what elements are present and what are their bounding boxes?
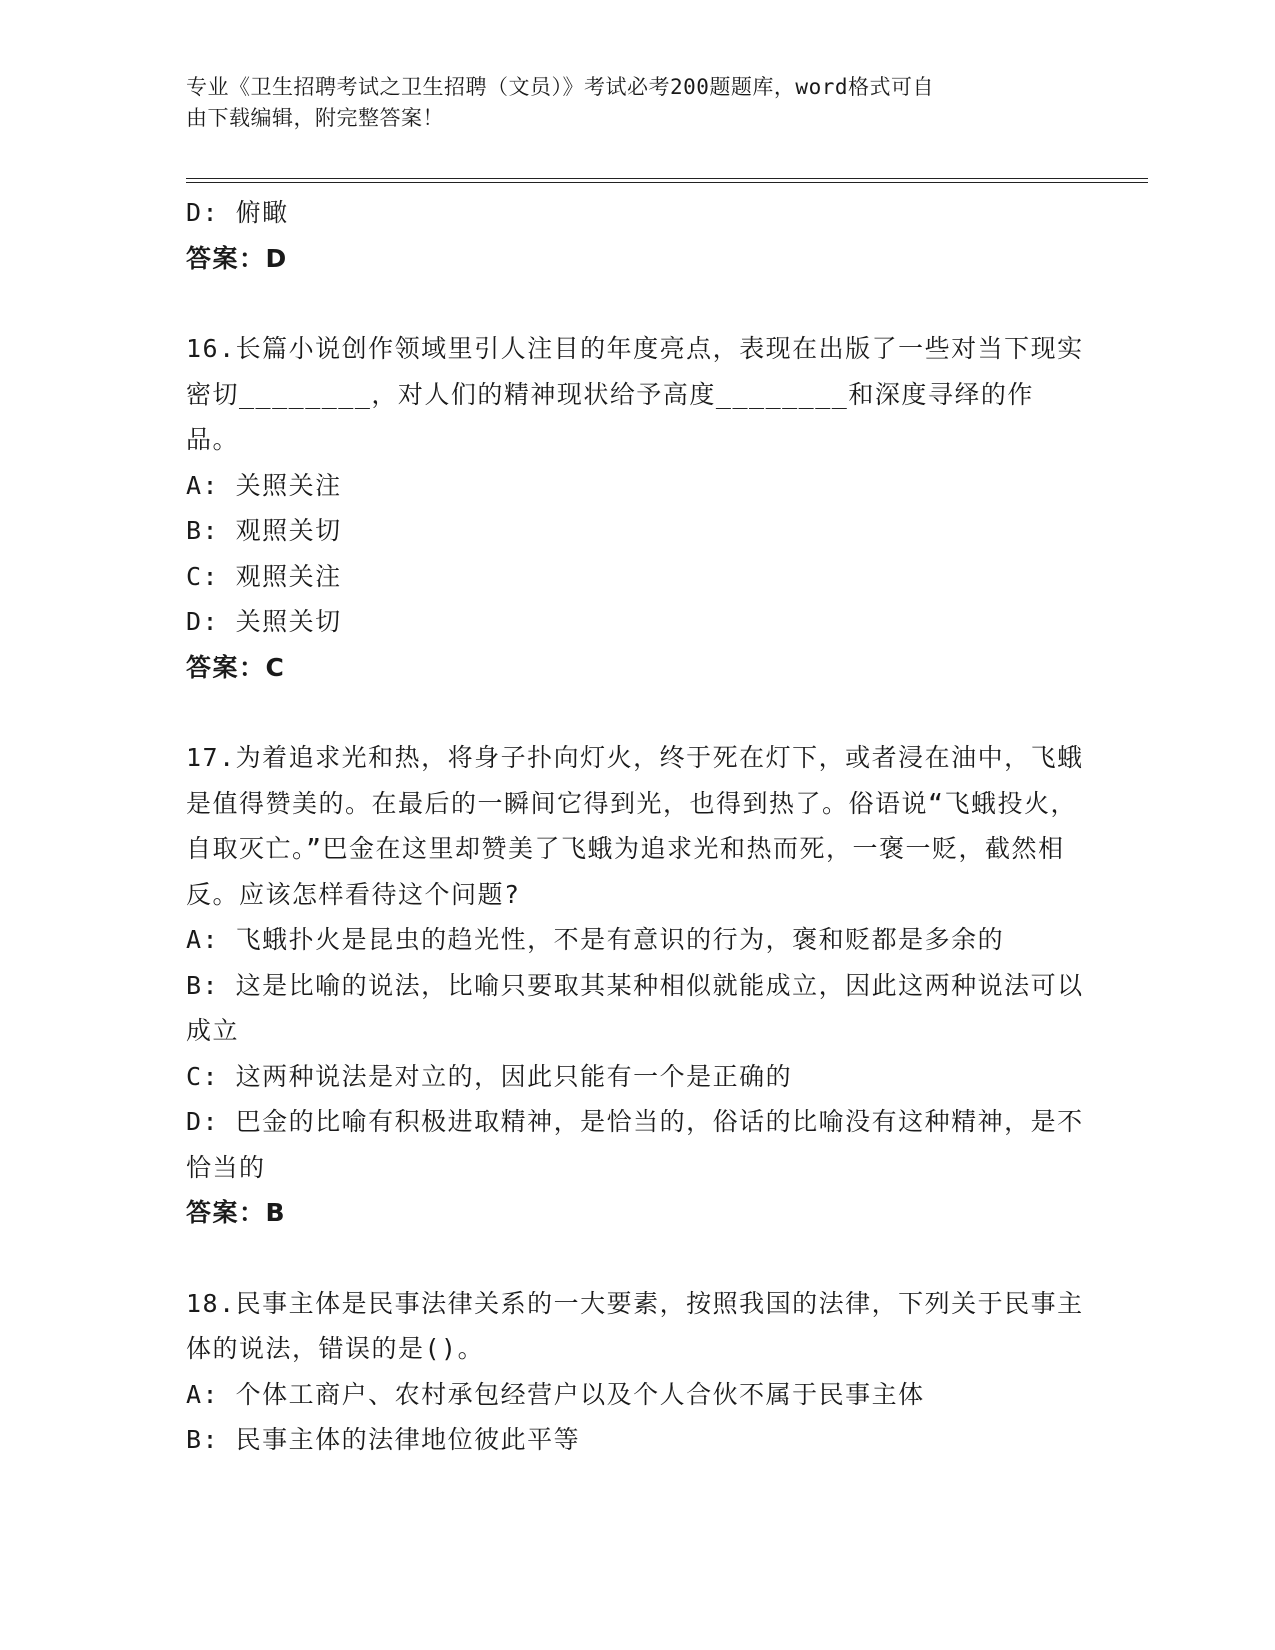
option-b: B: 民事主体的法律地位彼此平等 (186, 1425, 581, 1454)
option-d: D: 巴金的比喻有积极进取精神，是恰当的，俗话的比喻没有这种精神，是不恰当的 (186, 1107, 1084, 1182)
question-17 (186, 735, 1086, 1236)
answer-label: 答案： (186, 243, 266, 273)
header-rule-bottom (186, 182, 1148, 183)
option-b: B: 这是比喻的说法，比喻只要取其某种相似就能成立，因此这两种说法可以成立 (186, 970, 1084, 1045)
option-c: C: 这两种说法是对立的，因此只能有一个是正确的 (186, 1061, 793, 1091)
answer-label: 答案： (186, 1198, 266, 1227)
document-header (186, 72, 1066, 134)
answer-line (186, 645, 1086, 691)
question-content (186, 190, 1086, 1463)
question-body: 为着追求光和热，将身子扑向灯火，终于死在灯下，或者浸在油中，飞蛾是值得赞美的。在最后的一瞬间它得到光，也得到热了。俗语说“飞蛾投火，自取灭亡。”巴金在这里却赞美了飞蛾为追求光和热而死，一褒一贬，截然相反。应该怎样看待这个问题? (186, 743, 1084, 909)
option-c: C: 观照关注 (186, 561, 342, 591)
question-18 (186, 1281, 1086, 1463)
answer-line (186, 1190, 1086, 1236)
question-16 (186, 326, 1086, 690)
answer-value: D (265, 243, 288, 273)
question-text (186, 1281, 1086, 1372)
option-d-carryover: D: 俯瞰 (186, 198, 289, 227)
header-line-1: 专业《卫生招聘考试之卫生招聘（文员）》考试必考200题题库，word格式可自 (186, 75, 934, 99)
answer-label: 答案： (186, 652, 266, 682)
question-text (186, 326, 1086, 463)
answer-value: B (265, 1198, 287, 1227)
option-a: A: 飞蛾扑火是昆虫的趋光性，不是有意识的行为，褒和贬都是多余的 (186, 925, 1005, 954)
question-body: 民事主体是民事法律关系的一大要素，按照我国的法律，下列关于民事主体的说法，错误的是()。 (186, 1288, 1084, 1363)
option-b: B: 观照关切 (186, 516, 342, 545)
answer-value: C (265, 652, 286, 682)
header-rule-top (186, 178, 1148, 179)
header-line-2: 由下载编辑，附完整答案！ (186, 106, 444, 130)
option-a: A: 个体工商户、农村承包经营户以及个人合伙不属于民事主体 (186, 1379, 925, 1409)
option-a: A: 关照关注 (186, 470, 342, 500)
option-d: D: 关照关切 (186, 607, 342, 636)
question-body: 长篇小说创作领域里引人注目的年度亮点，表现在出版了一些对当下现实密切________，对人们的精神现状给予高度________和深度寻绎的作品。 (186, 334, 1084, 454)
question-number: 16. (186, 334, 236, 363)
question-number: 18. (186, 1288, 236, 1318)
question-number: 17. (186, 743, 236, 772)
question-text (186, 735, 1086, 917)
answer-line-carryover (186, 236, 1086, 282)
